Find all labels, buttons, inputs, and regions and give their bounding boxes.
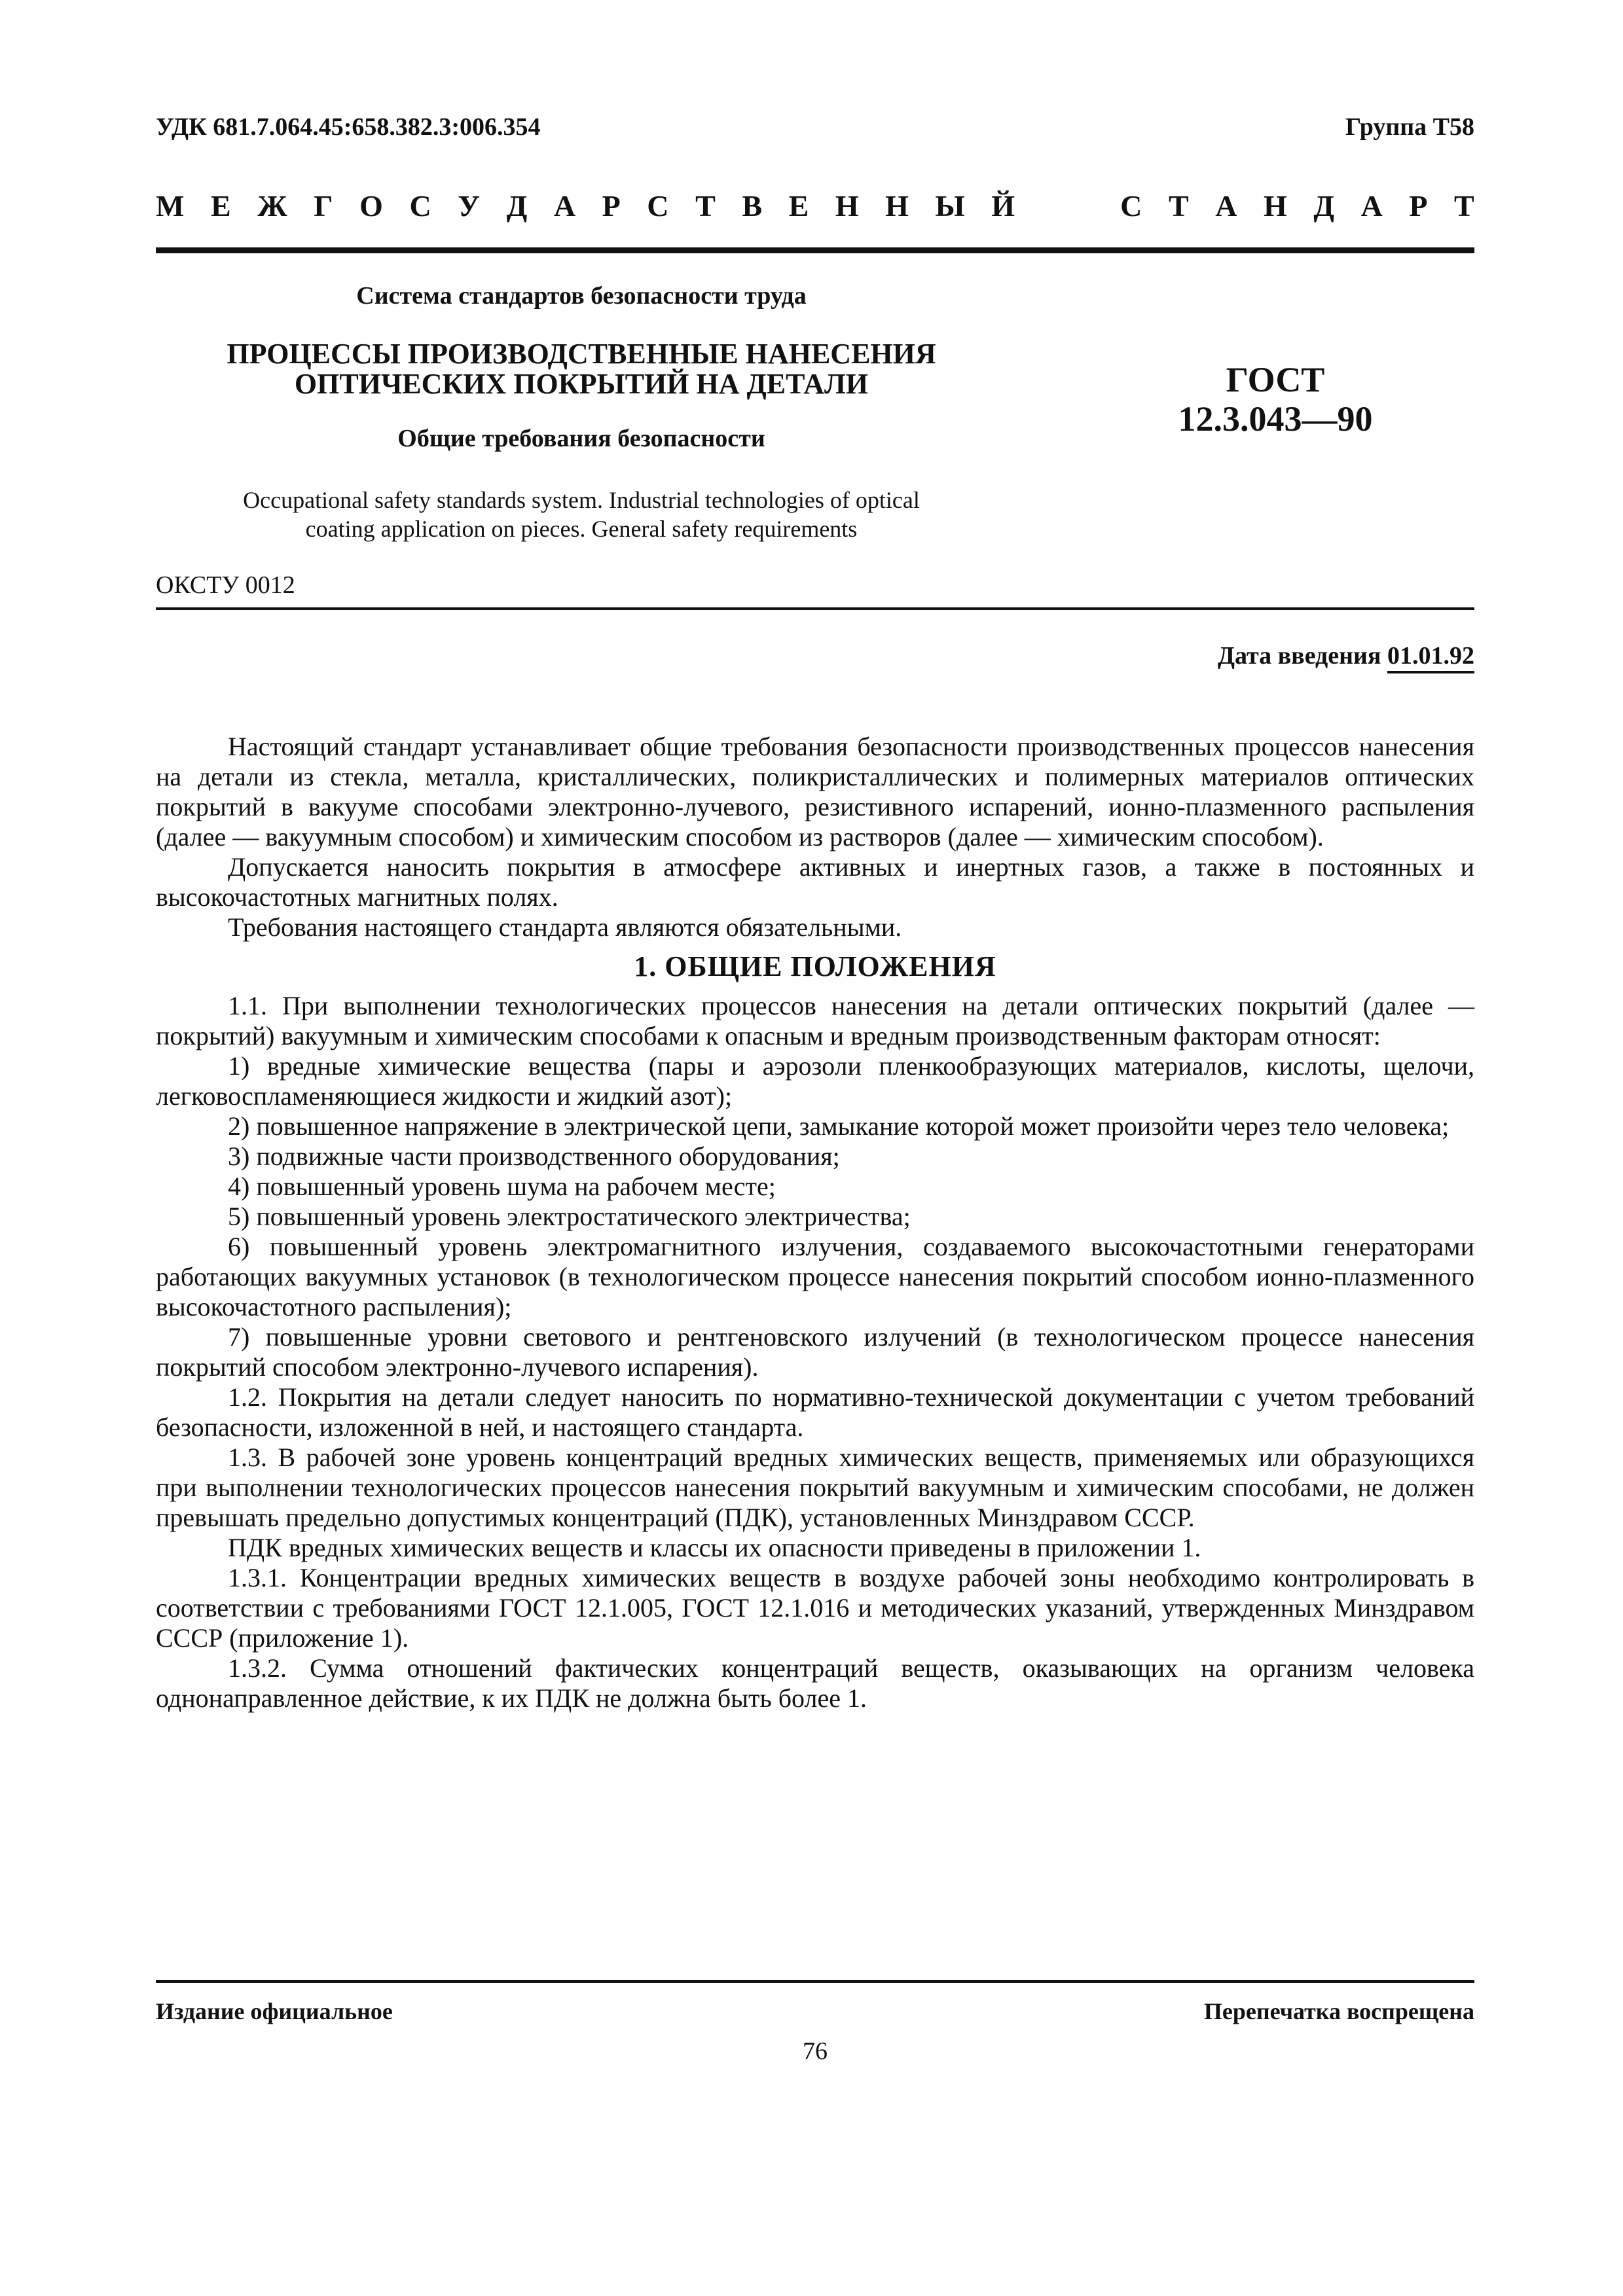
document-subtitle: Общие требования безопасности: [397, 425, 765, 452]
title-line-2: ОПТИЧЕСКИХ ПОКРЫТИЙ НА ДЕТАЛИ: [294, 368, 869, 400]
banner-letter: А: [1360, 189, 1383, 223]
gost-label: ГОСТ: [1226, 360, 1325, 399]
banner-letter: Е: [210, 189, 231, 223]
group-code: Группа Т58: [1345, 113, 1474, 141]
banner-letter: У: [458, 189, 481, 223]
clause-paragraph: 1.3.2. Сумма отношений фактических концентраций веществ, оказывающих на организм человека однонаправленное действие, к их ПДК не должна быть более 1.: [156, 1653, 1474, 1713]
banner-letter: Т: [695, 189, 716, 223]
intro-paragraph: Требования настоящего стандарта являются обязательными.: [228, 912, 902, 942]
document-title: [156, 339, 1007, 399]
clause-paragraph: ПДК вредных химических веществ и классы их опасности приведены в приложении 1.: [228, 1533, 1201, 1562]
clause-paragraph: 1.1. При выполнении технологических процессов нанесения на детали оптических покрытий (далее — покрытий) вакуумным и химическим способами к опасным и вредным производственным факторам относят:: [156, 991, 1474, 1050]
banner-letter: Ы: [935, 189, 965, 223]
english-title-line-2: coating application on pieces. General safety requirements: [305, 516, 858, 542]
document-body: [156, 732, 1474, 1713]
english-title: [156, 486, 1007, 543]
banner-letter: С: [409, 189, 431, 223]
official-edition-note: Издание официальное: [156, 1998, 393, 2024]
intro-paragraph: Настоящий стандарт устанавливает общие требования безопасности производственных процессов нанесения на детали из стекла, металла, кристаллических, поликристаллических и полимерных материалов оптических покрытий в вакууме способами электронно-лучевого, резистивного испарений, ионно-плазменного распыления (далее — вакуумным способом) и химическим способом из растворов (далее — химическим способом).: [156, 732, 1474, 852]
document-page: [156, 0, 1474, 2296]
banner-letter: Д: [1313, 189, 1334, 223]
page-number: 76: [803, 2037, 828, 2065]
list-item: 7) повышенные уровни светового и рентгеновского излучений (в технологическом процессе нанесения покрытий способом электронно-лучевого испарения).: [156, 1322, 1474, 1382]
introduction-date: [1218, 641, 1474, 670]
gost-code: 12.3.043—90: [1178, 399, 1373, 439]
reprint-prohibited-note: Перепечатка воспрещена: [1203, 1998, 1474, 2024]
banner-letter: А: [1215, 189, 1237, 223]
banner-letter: Е: [788, 189, 809, 223]
banner-letter: Й: [991, 189, 1015, 223]
clause-paragraph: 1.3.1. Концентрации вредных химических веществ в воздухе рабочей зоны необходимо контролировать в соответствии с требованиями ГОСТ 12.1.005, ГОСТ 12.1.016 и методических указаний, утвержденных Минздравом СССР (приложение 1).: [156, 1563, 1474, 1653]
date-label: Дата введения: [1217, 642, 1387, 670]
list-item: 6) повышенный уровень электромагнитного излучения, создаваемого высокочастотными генераторами работающих вакуумных установок (в технологическом процессе нанесения покрытий способом ионно-плазменного высокочастотного распыления);: [156, 1232, 1474, 1321]
banner-letter: Г: [314, 189, 333, 223]
title-line-1: ПРОЦЕССЫ ПРОИЗВОДСТВЕННЫЕ НАНЕСЕНИЯ: [227, 338, 936, 370]
interstate-standard-banner: [156, 188, 1474, 228]
banner-letter: Н: [1264, 189, 1287, 223]
banner-letter: А: [553, 189, 576, 223]
clause-paragraph: 1.2. Покрытия на детали следует наносить по нормативно-технической документации с учетом требований безопасности, изложенной в ней, и настоящего стандарта.: [156, 1382, 1474, 1442]
banner-letter: Р: [1409, 189, 1428, 223]
list-item: 4) повышенный уровень шума на рабочем месте;: [228, 1172, 776, 1201]
banner-letter: Т: [1168, 189, 1189, 223]
header-rule: [156, 247, 1474, 253]
banner-letter: Д: [506, 189, 528, 223]
english-title-line-1: Occupational safety standards system. Industrial technologies of optical: [243, 487, 920, 513]
standards-system-name: Система стандартов безопасности труда: [356, 282, 807, 310]
banner-letter: О: [359, 189, 383, 223]
list-item: 5) повышенный уровень электростатического электричества;: [228, 1202, 911, 1231]
section-heading: 1. ОБЩИЕ ПОЛОЖЕНИЯ: [634, 950, 996, 982]
list-item: 1) вредные химические вещества (пары и аэрозоли пленкообразующих материалов, кислоты, щелочи, легковоспламеняющиеся жидкости и жидкий азот);: [156, 1051, 1474, 1111]
okstu-code: ОКСТУ 0012: [156, 571, 295, 599]
banner-letter: Ж: [257, 189, 287, 223]
date-value: 01.01.92: [1387, 642, 1474, 673]
clause-paragraph: 1.3. В рабочей зоне уровень концентраций вредных химических веществ, применяемых или образующихся при выполнении технологических процессов нанесения покрытий вакуумным и химическим способами, не должен превышать предельно допустимых концентраций (ПДК), установленных Минздравом СССР.: [156, 1443, 1474, 1532]
list-item: 2) повышенное напряжение в электрической цепи, замыкание которой может произойти через тело человека;: [228, 1111, 1450, 1141]
gost-number: [1138, 360, 1413, 439]
banner-letter: В: [742, 189, 763, 223]
banner-letter: С: [647, 189, 669, 223]
banner-word-gap: [1042, 188, 1094, 228]
footer-rule: [156, 1980, 1474, 1983]
banner-letter: С: [1120, 189, 1142, 223]
banner-letter: Т: [1454, 189, 1474, 223]
banner-letter: Н: [885, 189, 909, 223]
banner-letter: Р: [602, 189, 621, 223]
banner-letter: М: [156, 189, 185, 223]
banner-letter: Н: [835, 189, 859, 223]
intro-paragraph: Допускается наносить покрытия в атмосфере активных и инертных газов, а также в постоянных и высокочастотных магнитных полях.: [156, 852, 1474, 912]
udk-code: УДК 681.7.064.45:658.382.3:006.354: [156, 113, 541, 141]
titleblock-rule: [156, 607, 1474, 610]
list-item: 3) подвижные части производственного оборудования;: [228, 1141, 840, 1171]
